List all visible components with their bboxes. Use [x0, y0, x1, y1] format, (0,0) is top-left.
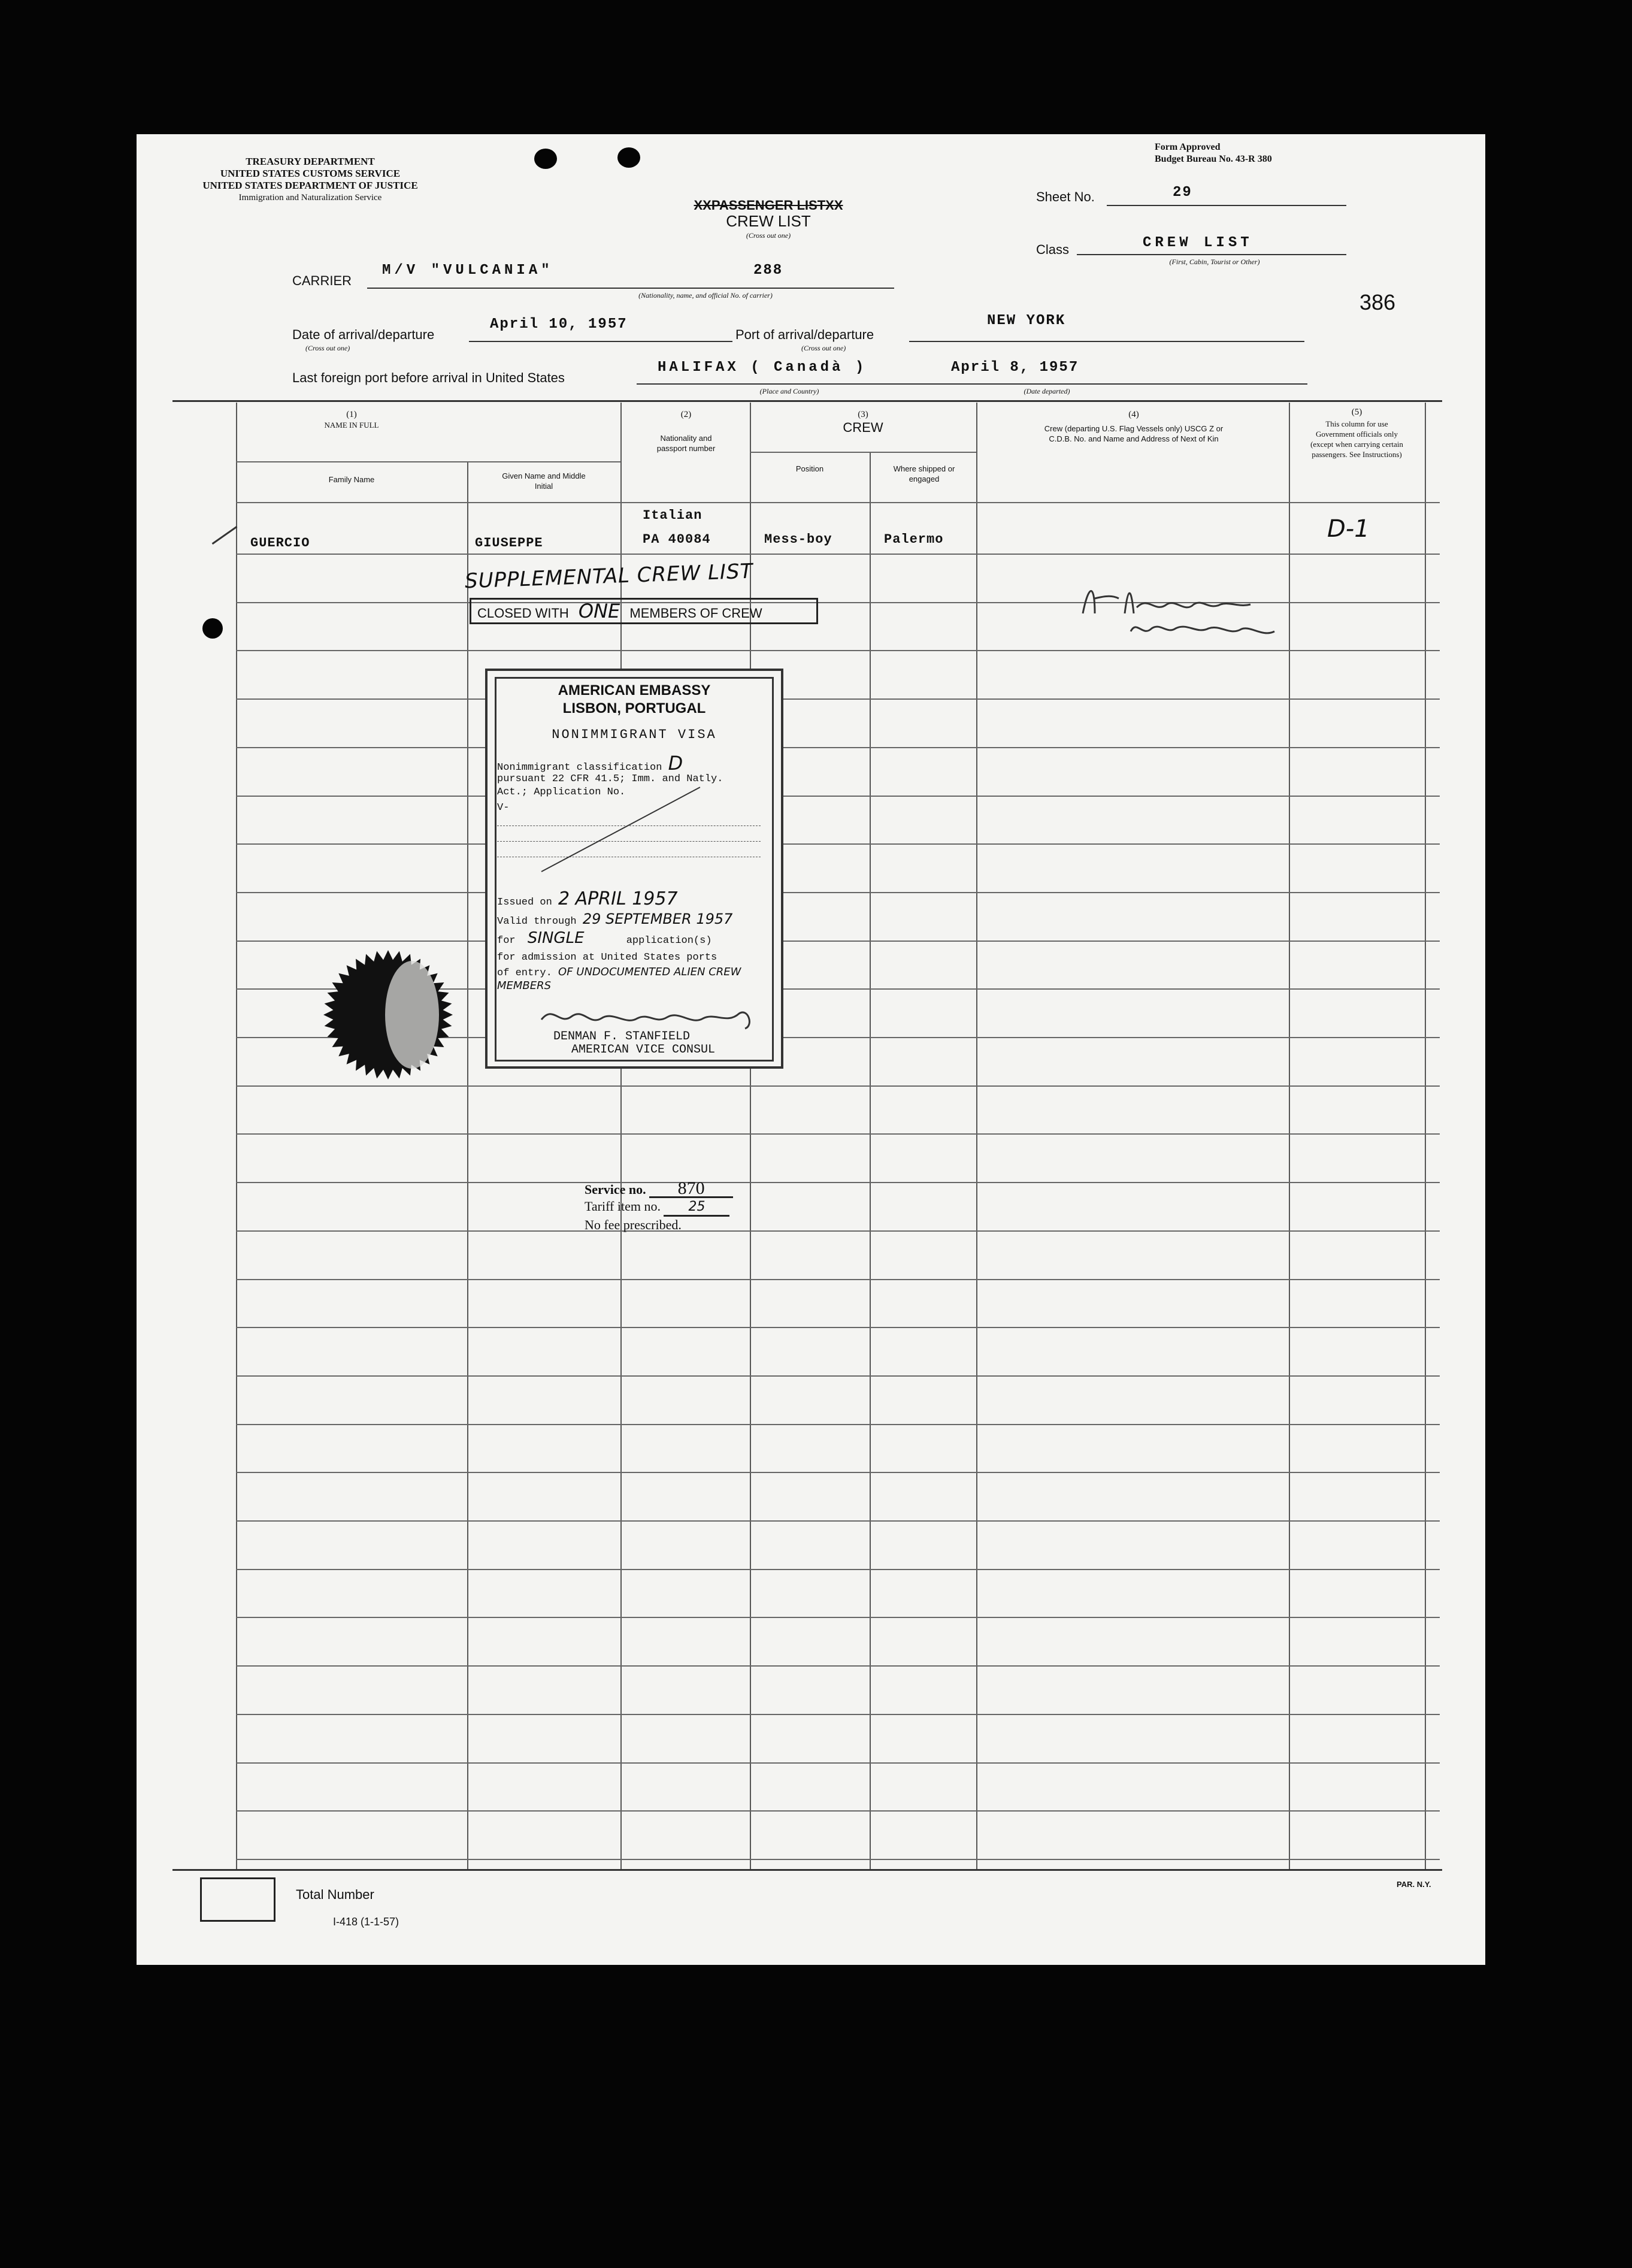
date-departed-hint: (Date departed): [1024, 387, 1070, 395]
row-rule: [236, 1375, 1440, 1377]
class-label: Class: [1036, 242, 1070, 257]
stamp-pursuant: pursuant 22 CFR 41.5; Imm. and Natly.: [497, 773, 723, 785]
carrier-hint: (Nationality, name, and official No. of carrier): [638, 291, 773, 300]
given-name-heading: Given Name and Middle Initial: [502, 471, 586, 491]
family-name-heading: Family Name: [328, 475, 375, 484]
supplemental-note: SUPPLEMENTAL CREW LIST: [464, 559, 753, 594]
port-hint: (Cross out one): [801, 344, 846, 352]
row-rule: [236, 1665, 1440, 1667]
col1-heading: (1) NAME IN FULL: [324, 410, 379, 430]
stamp-visa-type: NONIMMIGRANT VISA: [552, 727, 717, 742]
carrier-number: 288: [753, 262, 783, 279]
valid-label: Valid through: [497, 916, 577, 927]
agency-line: UNITED STATES DEPARTMENT OF JUSTICE: [202, 180, 418, 191]
page-number: 386: [1360, 290, 1396, 315]
row-rule: [236, 698, 1440, 700]
check-mark: [212, 526, 238, 545]
closed-with-stamp: CLOSED WITH ONE MEMBERS OF CREW: [470, 598, 818, 624]
class-value: CREW LIST: [1143, 235, 1253, 251]
for-value: SINGLE: [527, 929, 585, 947]
date-label: Date of arrival/departure: [292, 327, 435, 342]
family-name-cell: GUERCIO: [250, 536, 310, 551]
tariff-value: 25: [664, 1199, 729, 1217]
issued-label: Issued on: [497, 897, 552, 908]
row-rule: [236, 843, 1440, 845]
embossed-seal: [322, 949, 454, 1081]
row-rule: [236, 1520, 1440, 1522]
position-cell: Mess-boy: [764, 532, 832, 547]
printer-mark: PAR. N.Y.: [1397, 1880, 1431, 1889]
row-rule: [236, 747, 1440, 748]
crew-list-form: [137, 134, 1485, 1965]
entry-value: OF UNDOCUMENTED ALIEN CREW MEMBERS: [497, 966, 741, 992]
carrier-value: M/V "VULCANIA": [382, 262, 553, 279]
last-port-label: Last foreign port before arrival in United States: [292, 370, 565, 385]
row-rule: [236, 1472, 1440, 1473]
closed-count: ONE: [578, 600, 620, 622]
valid-value: 29 SEPTEMBER 1957: [582, 911, 733, 927]
cross-out-hint: (Cross out one): [746, 231, 791, 240]
row-rule: [236, 892, 1440, 893]
punch-hole: [534, 149, 557, 169]
punch-hole: [202, 618, 223, 639]
sheet-number: 29: [1173, 185, 1192, 201]
port-value: NEW YORK: [987, 313, 1066, 329]
total-number-label: Total Number: [296, 1887, 374, 1902]
applications-label: application(s): [626, 935, 712, 946]
form-number: I-418 (1-1-57): [333, 1916, 399, 1928]
issued-value: 2 APRIL 1957: [558, 888, 678, 909]
stamp-v-prefix: V-: [497, 802, 510, 814]
stamp-city: LISBON, PORTUGAL: [562, 700, 706, 716]
row-rule: [236, 1279, 1440, 1280]
stamp-signer: DENMAN F. STANFIELD: [553, 1030, 691, 1044]
form-approved: Form Approved Budget Bureau No. 43-R 380: [1155, 142, 1272, 164]
col3-heading: (3) CREW: [843, 410, 883, 435]
stamp-act: Act.; Application No.: [497, 787, 626, 798]
stamp-admission: for admission at United States ports: [497, 952, 717, 963]
official-mark: D-1: [1327, 515, 1370, 543]
stamp-signer-title: AMERICAN VICE CONSUL: [571, 1043, 716, 1057]
row-rule: [236, 796, 1440, 797]
given-name-cell: GIUSEPPE: [475, 536, 543, 551]
row-rule: [236, 1569, 1440, 1570]
row-rule: [236, 1133, 1440, 1135]
row-rule: [236, 1327, 1440, 1328]
for-label: for: [497, 935, 516, 946]
form-title: CREW LIST: [726, 212, 811, 230]
inspector-signature: [1071, 571, 1358, 649]
date-hint: (Cross out one): [305, 344, 350, 352]
total-number-box[interactable]: [200, 1877, 275, 1922]
col2-heading: (2) Nationality and passport number: [656, 410, 716, 453]
punch-hole: [617, 147, 640, 168]
agency-header: [172, 156, 448, 204]
date-departed-value: April 8, 1957: [951, 359, 1079, 376]
row-rule: [236, 650, 1440, 651]
row-rule: [236, 1762, 1440, 1764]
carrier-label: CARRIER: [292, 273, 352, 288]
position-heading: Position: [795, 464, 824, 473]
nationality-cell: Italian: [643, 508, 703, 523]
fee-block: [585, 1180, 733, 1233]
col5-heading: (5) This column for use Government officials only (except when carrying certain passengers. See Instructions): [1310, 407, 1403, 459]
row-rule: [236, 1182, 1440, 1183]
classification-label: Nonimmigrant classification: [497, 762, 662, 773]
service-label: Service no.: [585, 1182, 646, 1197]
row-rule: [236, 1714, 1440, 1715]
agency-line: TREASURY DEPARTMENT: [246, 156, 375, 167]
row-rule: [236, 1085, 1440, 1087]
row-rule: [236, 554, 1440, 555]
entry-label: of entry.: [497, 967, 552, 979]
row-rule: [236, 1617, 1440, 1618]
row-rule: [236, 1230, 1440, 1232]
struck-title: XXPASSENGER LISTXX: [694, 198, 843, 213]
last-port-hint: (Place and Country): [759, 387, 819, 395]
agency-line: UNITED STATES CUSTOMS SERVICE: [220, 168, 401, 179]
class-hint: (First, Cabin, Tourist or Other): [1169, 258, 1260, 266]
row-rule: [236, 1424, 1440, 1425]
row-rule: [236, 1810, 1440, 1812]
stamp-embassy: AMERICAN EMBASSY: [558, 682, 711, 698]
col4-heading: (4) Crew (departing U.S. Flag Vessels only) USCG Z or C.D.B. No. and Name and Address of Next of Kin: [1044, 410, 1224, 443]
row-rule: [236, 941, 1440, 942]
passport-cell: PA 40084: [643, 532, 711, 547]
consul-signature: [535, 1002, 763, 1032]
sheet-label: Sheet No.: [1036, 189, 1095, 204]
service-value: 870: [649, 1180, 733, 1198]
port-label: Port of arrival/departure: [735, 327, 874, 342]
row-rule: [236, 1859, 1440, 1860]
where-shipped-heading: Where shipped or engaged: [893, 464, 955, 483]
where-shipped-cell: Palermo: [884, 532, 944, 547]
agency-line: Immigration and Naturalization Service: [238, 193, 382, 202]
no-fee: No fee prescribed.: [585, 1217, 682, 1232]
last-port-value: HALIFAX ( Canadà ): [658, 359, 867, 376]
tariff-label: Tariff item no.: [585, 1199, 661, 1214]
date-value: April 10, 1957: [490, 316, 628, 332]
classification-value: D: [668, 752, 683, 775]
visa-stamp: [485, 669, 783, 1069]
